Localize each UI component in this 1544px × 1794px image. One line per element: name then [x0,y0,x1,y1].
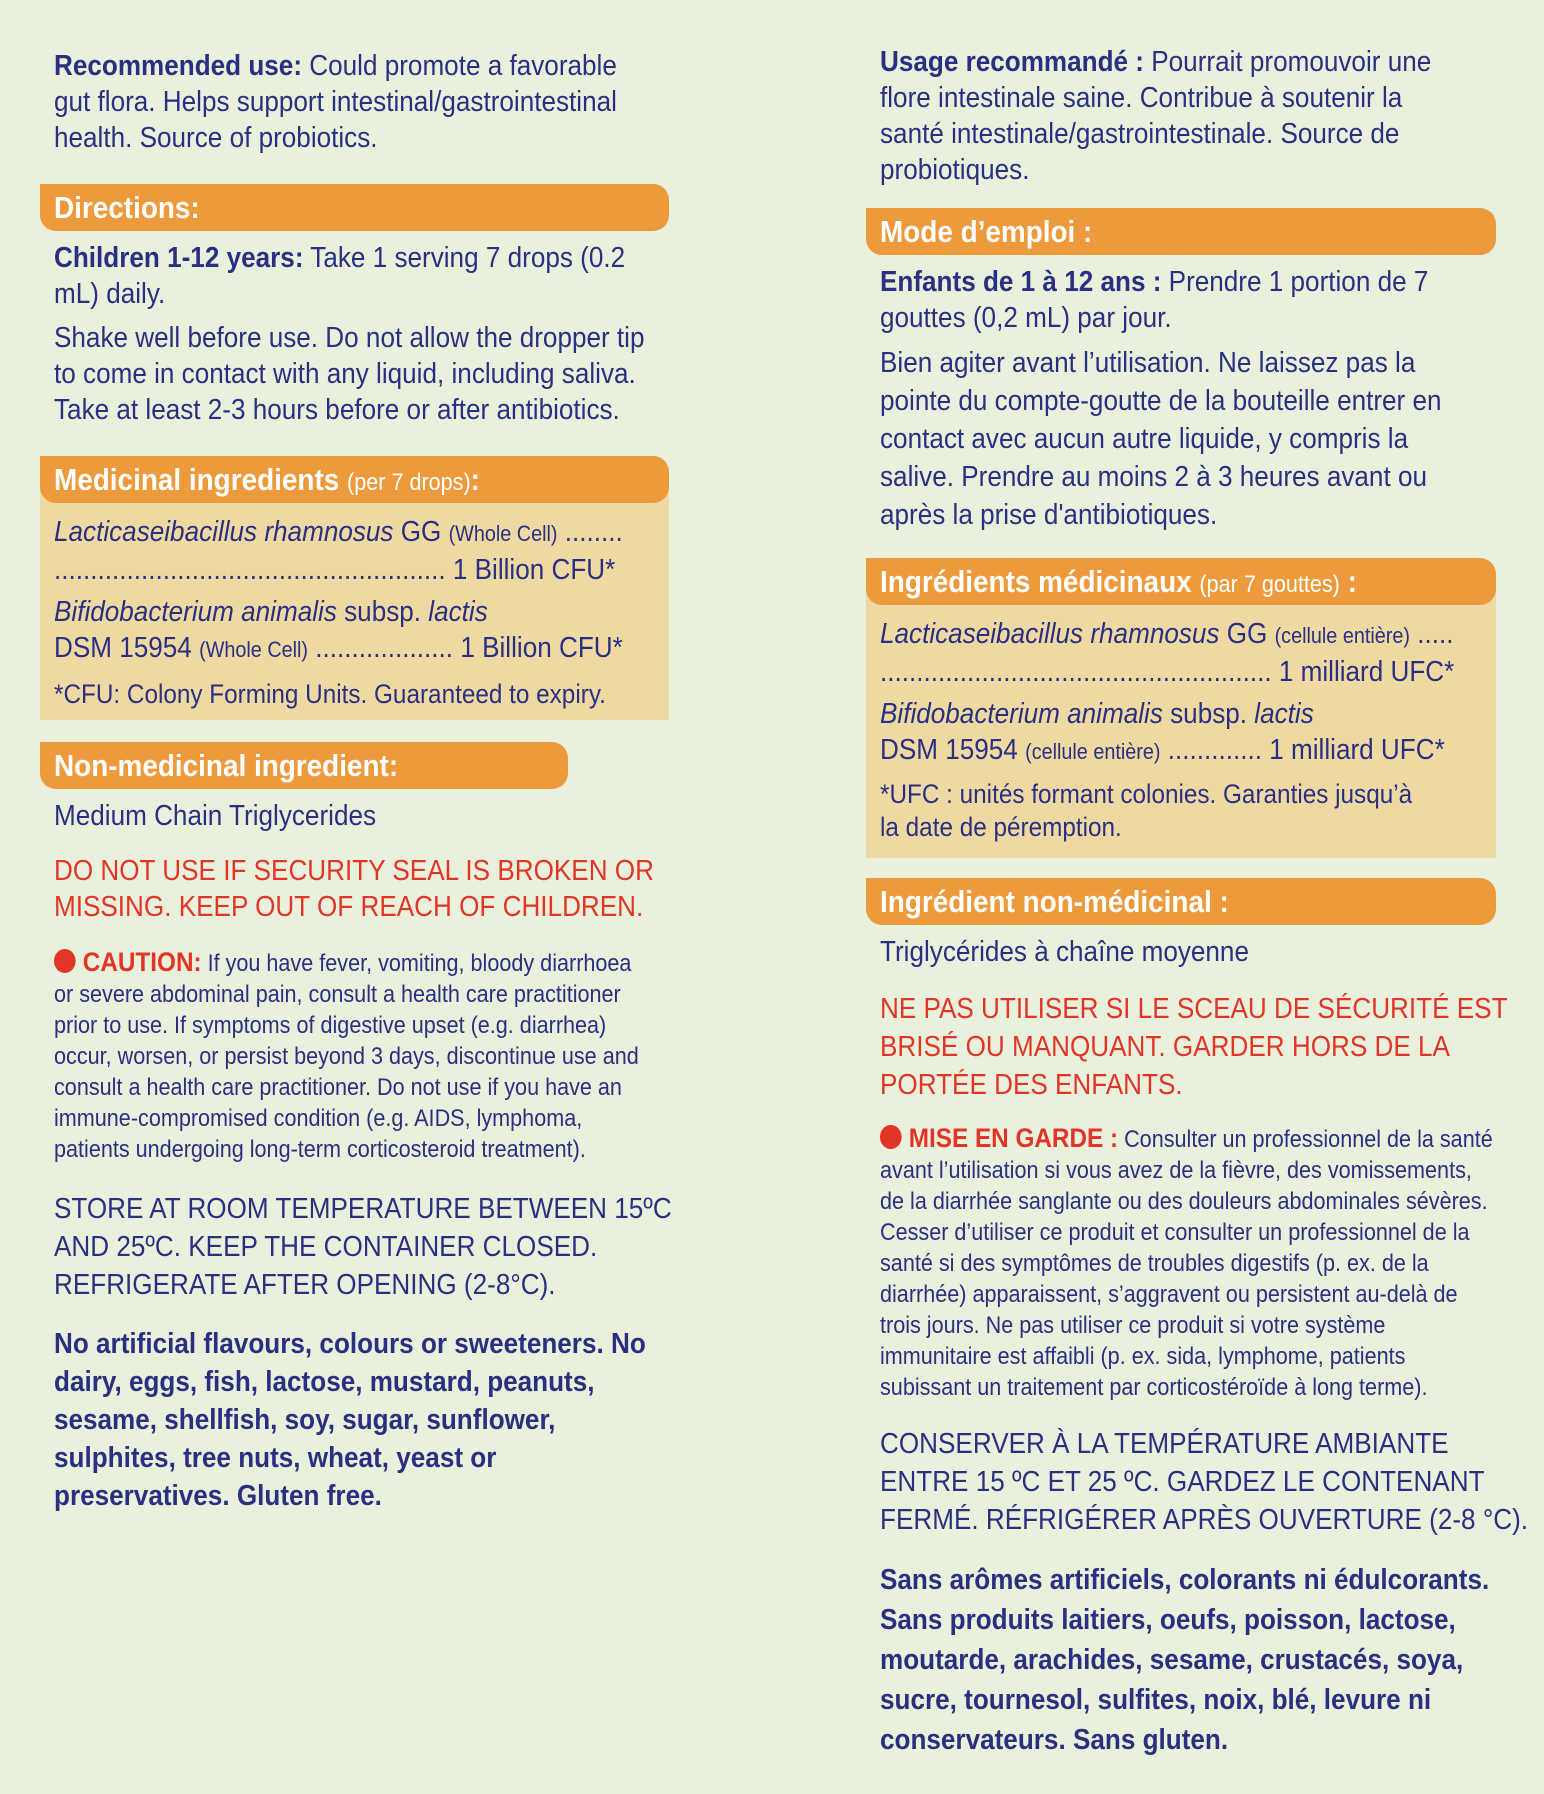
storage-text-fr: CONSERVER À LA TEMPÉRATURE AMBIANTE ENTRE 15 ºC ET 25 ºC. GARDEZ LE CONTENANT FERMÉ. RÉFRIGÉRER APRÈS OUVERTURE (2-8 °C). [880,1428,1529,1536]
caution-label: MISE EN GARDE : [908,1123,1119,1153]
directions-body: Children 1-12 years: Take 1 serving 7 drops (0.2 mL) daily. Shake well before use. Do not allow the dropper tip to come in contact with any liquid, including saliva. Take at least 2-3 hours before or after antibiotics. [54,242,645,426]
nonmedicinal-value: Medium Chain Triglycerides [54,800,377,832]
storage-text: STORE AT ROOM TEMPERATURE BETWEEN 15ºC AND 25ºC. KEEP THE CONTAINER CLOSED. REFRIGERATE AFTER OPENING (2-8°C). [54,1193,672,1301]
directions-header-fr: Mode d’emploi : [866,208,1496,255]
medicinal-header: Medicinal ingredients (per 7 drops): [40,456,669,503]
caution-label: CAUTION: [82,947,202,977]
caution-block: CAUTION: If you have fever, vomiting, bloody diarrhoea or severe abdominal pain, consult a health care practitioner prior to use. If symptoms of digestive upset (e.g. diarrhea) occur, worsen, or persist beyond 3 days, discontinue use and consult a health care practitioner. Do not use if you have an immune-compromised condition (e.g. AIDS, lymphoma, patients undergoing long-term corticosteroid treatment). [54,947,639,1163]
medicinal-header-fr: Ingrédients médicinaux (par 7 gouttes) : [866,558,1496,605]
ingredient-name: Lacticaseibacillus rhamnosus [54,516,394,548]
nonmedicinal-header-fr: Ingrédient non-médicinal : [866,878,1496,925]
caution-icon [54,949,76,973]
medicinal-list-fr: Lacticaseibacillus rhamnosus GG (cellule entière) ..... ...................................................... 1 milliard UFC* Bifidobacterium animalis subsp. lactis DSM 15954 (cellule entière) ............. 1 milliard UFC* *UFC : unités formant colonies. Garanties jusqu’à la date de péremption. [880,616,1518,844]
recommended-line: gut flora. Helps support intestinal/gastrointestinal [54,86,617,118]
children-label: Enfants de 1 à 12 ans : [880,266,1162,298]
ingredient-name: Bifidobacterium animalis [54,596,337,628]
directions-header: Directions: [40,184,669,231]
cfu-note: *UFC : unités formant colonies. Garanties jusqu’à [880,779,1413,809]
nonmedicinal-value: Triglycérides à chaîne moyenne [880,936,1249,968]
recommended-label: Recommended use: [54,50,303,82]
directions-body-fr: Enfants de 1 à 12 ans : Prendre 1 portion de 7 gouttes (0,2 mL) par jour. Bien agiter avant l’utilisation. Ne laissez pas la pointe du compte-goutte de la bouteille entrer en contact avec aucun autre liquide, y compris la salive. Prendre au moins 2 à 3 heures avant ou après la prise d'antibiotiques. [880,266,1442,531]
medicinal-list: Lacticaseibacillus rhamnosus GG (Whole Cell) ........ ...................................................... 1 Billion CFU* Bifidobacterium animalis subsp. lactis DSM 15954 (Whole Cell) ................... 1 Billion CFU* *CFU: Colony Forming Units. Guaranteed to expiry. [54,514,686,712]
allergen-statement: No artificial flavours, colours or sweeteners. No dairy, eggs, fish, lactose, mustard, peanuts, sesame, shellfish, soy, sugar, sunflower, sulphites, tree nuts, wheat, yeast or preservatives. Gluten free. [54,1328,646,1512]
ingredient-name: Lacticaseibacillus rhamnosus [880,618,1220,650]
warning-text: DO NOT USE IF SECURITY SEAL IS BROKEN OR MISSING. KEEP OUT OF REACH OF CHILDREN. [54,855,654,923]
recommended-label: Usage recommandé : [880,46,1144,78]
recommended-use-fr: Usage recommandé : Pourrait promouvoir une flore intestinale saine. Contribue à soutenir la santé intestinale/gastrointestinale. Source de probiotiques. [880,46,1432,186]
cfu-note: *CFU: Colony Forming Units. Guaranteed to expiry. [54,679,606,709]
children-label: Children 1-12 years: [54,242,304,274]
recommended-line: Could promote a favorable [309,50,617,82]
ingredient-amount: 1 milliard UFC* [1269,734,1445,766]
allergen-statement-fr: Sans arômes artificiels, colorants ni édulcorants. Sans produits laitiers, oeufs, poisson, lactose, moutarde, arachides, sesame, crustacés, soya, sucre, tournesol, sulfites, noix, blé, levure ni conservateurs. Sans gluten. [880,1564,1490,1756]
recommended-line: health. Source of probiotics. [54,122,378,154]
ingredient-amount: 1 Billion CFU* [452,554,616,586]
nonmedicinal-body [54,798,412,834]
ingredient-amount: 1 Billion CFU* [460,632,623,664]
nonmedicinal-body-fr [880,934,1290,970]
caution-icon [880,1125,902,1149]
ingredient-name: Bifidobacterium animalis [880,698,1163,730]
caution-block-fr: MISE EN GARDE : Consulter un professionnel de la santé avant l’utilisation si vous avez de la fièvre, des vomissements, de la diarrhée sanglante ou des douleurs abdominales sévères. Cesser d’utiliser ce produit et consulter un professionnel de la santé si des symptômes de troubles digestifs (p. ex. de la diarrhée) apparaissent, s’aggravent ou persistent au-delà de trois jours. Ne pas utiliser ce produit si votre système immunitaire est affaibli (p. ex. sida, lymphome, patients subissant un traitement par corticostéroïde à long terme). [880,1123,1493,1401]
recommended-use [54,48,679,156]
warning-text-fr: NE PAS UTILISER SI LE SCEAU DE SÉCURITÉ EST BRISÉ OU MANQUANT. GARDER HORS DE LA PORTÉE DES ENFANTS. [880,993,1508,1101]
nonmedicinal-header: Non-medicinal ingredient: [40,742,568,789]
ingredient-amount: 1 milliard UFC* [1278,656,1455,688]
